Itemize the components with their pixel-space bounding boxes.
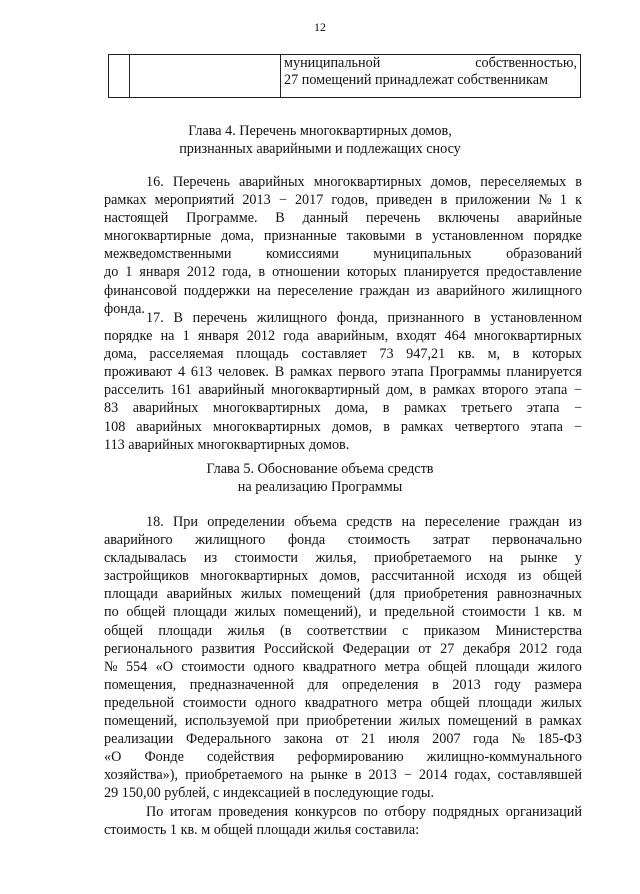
chapter-4-heading [0, 122, 640, 158]
text-line: По итогам проведения конкурсов по отбору подрядных организаций [146, 804, 582, 820]
text-line: рамках мероприятий 2013 − 2017 годов, приведен в приложении № 1 к [104, 192, 582, 209]
text-line: «О Фонде содействия реформированию жилищно-коммунального [104, 749, 582, 766]
text-line: застройщиков многоквартирных домов, рассчитанной исходя из общей [104, 568, 582, 585]
text-line: 29 150,00 рублей, с индексацией в последующие годы. [104, 785, 435, 802]
table-cell-description [281, 55, 581, 98]
paragraph-results [104, 803, 582, 839]
text-line: по общей площади жилых помещений), и предельной стоимости 1 кв. м [104, 604, 582, 621]
text-line: общей площади жилья (в соответствии с приказом Министерства [104, 622, 582, 639]
text-line: реализации Федерального закона от 21 июля 2007 года № 185-ФЗ [104, 731, 582, 748]
heading-line: Глава 5. Обоснование объема средств [206, 461, 434, 477]
table-cell-name [130, 55, 281, 98]
text-line: 108 аварийных многоквартирных домов, в рамках четвертого этапа − [104, 418, 582, 435]
text-line: 18. При определении объема средств на переселение граждан из [146, 514, 582, 530]
heading-line: Глава 4. Перечень многоквартирных домов, [188, 123, 452, 139]
table-cell-number [109, 55, 130, 98]
text-line: 16. Перечень аварийных многоквартирных домов, переселяемых в [146, 174, 582, 190]
text-line: расселить 161 аварийный многоквартирный дом, в рамках второго этапа − [104, 382, 582, 399]
chapter-5-heading [0, 460, 640, 496]
text-line: аварийного жилищного фонда стоимость затрат первоначально [104, 532, 582, 549]
text-line: площади аварийных жилых помещений (для приобретения равнозначных [104, 586, 582, 603]
text-line: № 554 «О стоимости одного квадратного метра общей площади жилого [104, 658, 582, 675]
table-text: собственностью, [475, 55, 577, 71]
text-line: 17. В перечень жилищного фонда, признанного в установленном [146, 310, 582, 326]
text-line: предельной стоимости одного квадратного метра общей площади жилых [104, 694, 582, 711]
text-line: хозяйства»), приобретаемого на рынке в 2013 − 2014 годах, составлявшей [104, 767, 582, 784]
text-line: многоквартирные дома, признанные таковыми в установленном порядке [104, 228, 582, 245]
text-line: регионального развития Российской Федерации от 27 декабря 2012 года [104, 640, 582, 657]
text-line: дома, расселяемая площадь составляет 73 947,21 кв. м, в которых [104, 346, 582, 363]
text-line: 83 аварийных многоквартирных дома, в рамках третьего этапа − [104, 400, 582, 417]
paragraph-18 [104, 513, 582, 803]
continuation-table [108, 54, 581, 98]
text-line: настоящей Программе. В данный перечень включены аварийные [104, 210, 582, 227]
paragraph-16 [104, 173, 582, 318]
text-line: до 1 января 2012 года, в отношении которых планируется предоставление [104, 264, 582, 281]
paragraph-17 [104, 309, 582, 454]
heading-line: признанных аварийными и подлежащих сносу [179, 141, 461, 157]
table-row [109, 55, 581, 98]
text-line: порядке на 1 января 2012 года аварийным, входят 464 многоквартирных [104, 328, 582, 345]
table-cell-line: 27 помещений принадлежат собственникам [284, 72, 548, 88]
heading-line: на реализацию Программы [237, 479, 403, 495]
table-text: муниципальной [284, 55, 381, 71]
page-number: 12 [314, 20, 326, 34]
text-line: стоимость 1 кв. м общей площади жилья составила: [104, 822, 420, 839]
text-line: межведомственными комиссиями муниципальных образований [104, 246, 582, 263]
text-line: финансовой поддержки на переселение граждан из аварийного жилищного [104, 282, 582, 299]
table-cell-line [284, 55, 577, 72]
text-line: 113 аварийных многоквартирных домов. [104, 436, 350, 453]
text-line: складывалась из стоимости жилья, приобретаемого на рынке у [104, 550, 582, 567]
text-line: помещения, предназначенной для определения в 2013 году размера [104, 676, 582, 693]
text-line: фонда. [104, 300, 145, 317]
text-line: проживают 4 613 человек. В рамках первого этапа Программы планируется [104, 364, 582, 381]
text-line: помещений, используемой при приобретении жилых помещений в рамках [104, 713, 582, 730]
